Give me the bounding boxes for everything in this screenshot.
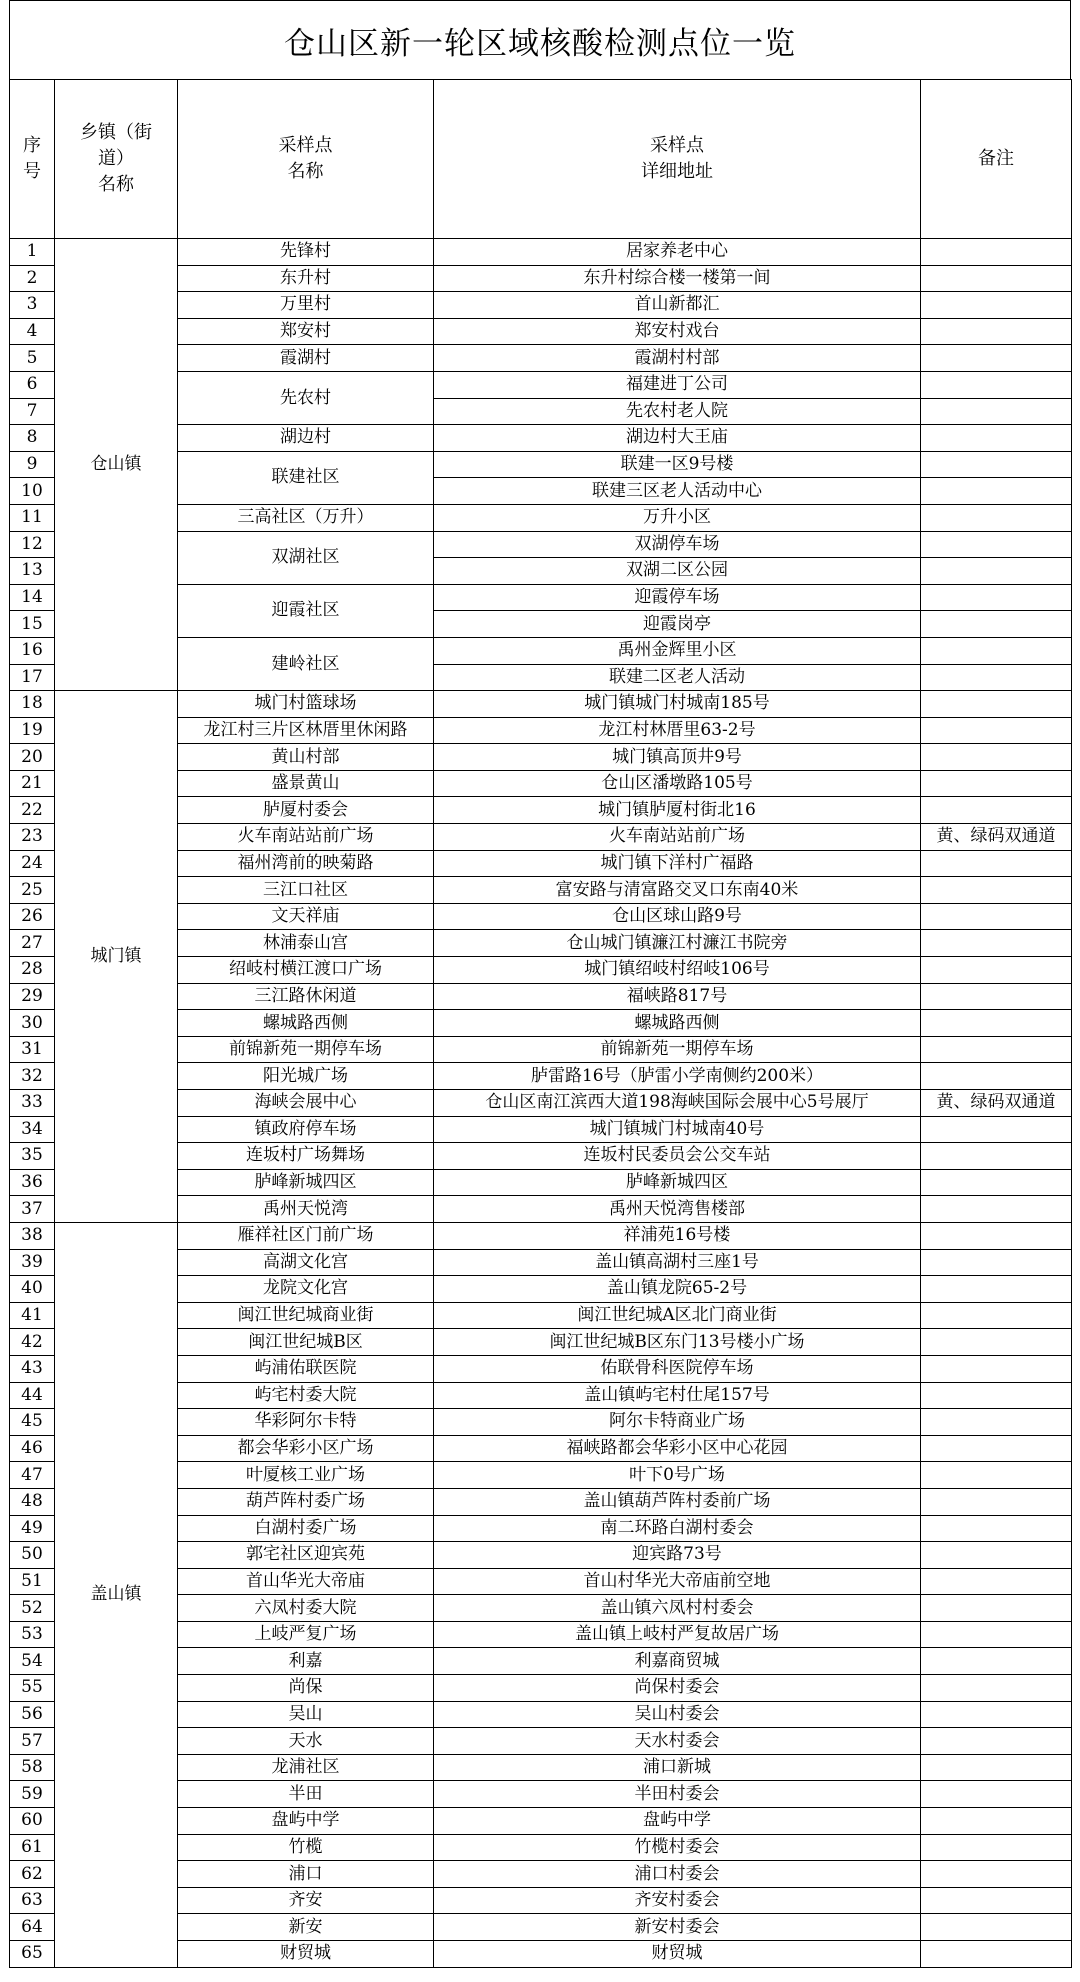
site-address: 迎霞岗亭 xyxy=(434,611,921,638)
remark xyxy=(921,1834,1072,1861)
site-name: 三江路休闲道 xyxy=(178,983,434,1010)
site-address: 齐安村委会 xyxy=(434,1887,921,1914)
site-name: 利嘉 xyxy=(178,1648,434,1675)
site-address: 盖山镇龙院65-2号 xyxy=(434,1276,921,1303)
remark xyxy=(921,265,1072,292)
remark xyxy=(921,1036,1072,1063)
row-number: 47 xyxy=(10,1462,55,1489)
remark xyxy=(921,1409,1072,1436)
site-name: 竹榄 xyxy=(178,1834,434,1861)
site-address: 城门镇下洋村广福路 xyxy=(434,850,921,877)
remark xyxy=(921,1196,1072,1223)
row-number: 8 xyxy=(10,425,55,452)
remark xyxy=(921,850,1072,877)
remark xyxy=(921,1728,1072,1755)
row-number: 54 xyxy=(10,1648,55,1675)
site-address: 盖山镇高湖村三座1号 xyxy=(434,1249,921,1276)
site-address: 城门镇城门村城南40号 xyxy=(434,1116,921,1143)
remark xyxy=(921,1063,1072,1090)
row-number: 39 xyxy=(10,1249,55,1276)
row-number: 60 xyxy=(10,1808,55,1835)
remark xyxy=(921,478,1072,505)
row-number: 23 xyxy=(10,824,55,851)
site-name: 万里村 xyxy=(178,292,434,319)
header-address: 采样点 详细地址 xyxy=(434,80,921,239)
remark xyxy=(921,1568,1072,1595)
row-number: 51 xyxy=(10,1568,55,1595)
row-number: 27 xyxy=(10,930,55,957)
remark xyxy=(921,877,1072,904)
row-number: 56 xyxy=(10,1701,55,1728)
site-address: 连坂村民委员会公交车站 xyxy=(434,1143,921,1170)
site-address: 霞湖村村部 xyxy=(434,345,921,372)
site-name: 林浦泰山宫 xyxy=(178,930,434,957)
site-address: 福峡路817号 xyxy=(434,983,921,1010)
site-address: 胪峰新城四区 xyxy=(434,1169,921,1196)
site-name: 新安 xyxy=(178,1914,434,1941)
site-address: 浦口新城 xyxy=(434,1754,921,1781)
site-address: 龙江村林厝里63-2号 xyxy=(434,717,921,744)
site-address: 居家养老中心 xyxy=(434,239,921,266)
site-address: 盖山镇葫芦阵村委前广场 xyxy=(434,1488,921,1515)
row-number: 6 xyxy=(10,371,55,398)
remark xyxy=(921,451,1072,478)
site-name: 先锋村 xyxy=(178,239,434,266)
remark xyxy=(921,1861,1072,1888)
site-name: 白湖村委广场 xyxy=(178,1515,434,1542)
remark xyxy=(921,957,1072,984)
remark xyxy=(921,1222,1072,1249)
row-number: 10 xyxy=(10,478,55,505)
site-address: 富安路与清富路交叉口东南40米 xyxy=(434,877,921,904)
site-name: 龙浦社区 xyxy=(178,1754,434,1781)
site-name: 首山华光大帝庙 xyxy=(178,1568,434,1595)
site-address: 仓山区南江滨西大道198海峡国际会展中心5号展厅 xyxy=(434,1090,921,1117)
remark xyxy=(921,1435,1072,1462)
row-number: 64 xyxy=(10,1914,55,1941)
row-number: 14 xyxy=(10,584,55,611)
remark: 黄、绿码双通道 xyxy=(921,824,1072,851)
remark: 黄、绿码双通道 xyxy=(921,1090,1072,1117)
remark xyxy=(921,1941,1072,1968)
site-address: 尚保村委会 xyxy=(434,1675,921,1702)
remark xyxy=(921,691,1072,718)
row-number: 55 xyxy=(10,1675,55,1702)
row-number: 11 xyxy=(10,504,55,531)
site-address: 闽江世纪城A区北门商业街 xyxy=(434,1302,921,1329)
remark xyxy=(921,1488,1072,1515)
remark xyxy=(921,1462,1072,1489)
row-number: 3 xyxy=(10,292,55,319)
site-address: 前锦新苑一期停车场 xyxy=(434,1036,921,1063)
site-name: 前锦新苑一期停车场 xyxy=(178,1036,434,1063)
remark xyxy=(921,1887,1072,1914)
site-address: 吴山村委会 xyxy=(434,1701,921,1728)
site-name: 浦口 xyxy=(178,1861,434,1888)
remark xyxy=(921,1116,1072,1143)
site-name: 天水 xyxy=(178,1728,434,1755)
site-name: 东升村 xyxy=(178,265,434,292)
site-address: 浦口村委会 xyxy=(434,1861,921,1888)
row-number: 65 xyxy=(10,1941,55,1968)
site-name: 闽江世纪城B区 xyxy=(178,1329,434,1356)
row-number: 53 xyxy=(10,1621,55,1648)
remark xyxy=(921,1914,1072,1941)
table-body xyxy=(10,239,1072,1968)
remark xyxy=(921,504,1072,531)
site-address: 利嘉商贸城 xyxy=(434,1648,921,1675)
site-address: 城门镇高顶井9号 xyxy=(434,744,921,771)
remark xyxy=(921,1249,1072,1276)
row-number: 58 xyxy=(10,1754,55,1781)
table-header-row xyxy=(10,80,1072,239)
site-name: 先农村 xyxy=(178,371,434,424)
remark xyxy=(921,1329,1072,1356)
remark xyxy=(921,1382,1072,1409)
row-number: 15 xyxy=(10,611,55,638)
site-name: 郭宅社区迎宾苑 xyxy=(178,1542,434,1569)
row-number: 29 xyxy=(10,983,55,1010)
row-number: 44 xyxy=(10,1382,55,1409)
table-row xyxy=(10,1222,1072,1249)
remark xyxy=(921,1542,1072,1569)
row-number: 42 xyxy=(10,1329,55,1356)
remark xyxy=(921,1169,1072,1196)
site-name: 胪厦村委会 xyxy=(178,797,434,824)
site-address: 双湖停车场 xyxy=(434,531,921,558)
row-number: 5 xyxy=(10,345,55,372)
remark xyxy=(921,770,1072,797)
site-name: 六凤村委大院 xyxy=(178,1595,434,1622)
site-address: 火车南站站前广场 xyxy=(434,824,921,851)
remark xyxy=(921,797,1072,824)
site-name: 文天祥庙 xyxy=(178,903,434,930)
remark xyxy=(921,1621,1072,1648)
site-address: 半田村委会 xyxy=(434,1781,921,1808)
site-address: 仓山区潘墩路105号 xyxy=(434,770,921,797)
site-name: 螺城路西侧 xyxy=(178,1010,434,1037)
site-address: 禹州天悦湾售楼部 xyxy=(434,1196,921,1223)
remark xyxy=(921,1648,1072,1675)
site-name: 华彩阿尔卡特 xyxy=(178,1409,434,1436)
remark xyxy=(921,318,1072,345)
row-number: 17 xyxy=(10,664,55,691)
remark xyxy=(921,292,1072,319)
row-number: 41 xyxy=(10,1302,55,1329)
site-address: 阿尔卡特商业广场 xyxy=(434,1409,921,1436)
site-address: 城门镇绍岐村绍岐106号 xyxy=(434,957,921,984)
site-address: 佑联骨科医院停车场 xyxy=(434,1355,921,1382)
remark xyxy=(921,398,1072,425)
row-number: 62 xyxy=(10,1861,55,1888)
site-name: 阳光城广场 xyxy=(178,1063,434,1090)
remark xyxy=(921,371,1072,398)
site-address: 联建一区9号楼 xyxy=(434,451,921,478)
row-number: 21 xyxy=(10,770,55,797)
row-number: 57 xyxy=(10,1728,55,1755)
testing-sites-table xyxy=(9,79,1072,1968)
remark xyxy=(921,1754,1072,1781)
row-number: 19 xyxy=(10,717,55,744)
remark xyxy=(921,558,1072,585)
row-number: 26 xyxy=(10,903,55,930)
row-number: 25 xyxy=(10,877,55,904)
row-number: 18 xyxy=(10,691,55,718)
row-number: 22 xyxy=(10,797,55,824)
site-address: 城门镇胪厦村街北16 xyxy=(434,797,921,824)
remark xyxy=(921,1515,1072,1542)
site-name: 禹州天悦湾 xyxy=(178,1196,434,1223)
row-number: 2 xyxy=(10,265,55,292)
remark xyxy=(921,239,1072,266)
remark xyxy=(921,744,1072,771)
site-name: 叶厦核工业广场 xyxy=(178,1462,434,1489)
row-number: 59 xyxy=(10,1781,55,1808)
remark xyxy=(921,1808,1072,1835)
site-address: 仓山城门镇濂江村濂江书院旁 xyxy=(434,930,921,957)
row-number: 1 xyxy=(10,239,55,266)
site-name: 屿浦佑联医院 xyxy=(178,1355,434,1382)
remark xyxy=(921,664,1072,691)
remark xyxy=(921,983,1072,1010)
site-name: 屿宅村委大院 xyxy=(178,1382,434,1409)
site-address: 郑安村戏台 xyxy=(434,318,921,345)
site-name: 绍岐村横江渡口广场 xyxy=(178,957,434,984)
remark xyxy=(921,531,1072,558)
site-address: 双湖二区公园 xyxy=(434,558,921,585)
remark xyxy=(921,1781,1072,1808)
site-name: 上岐严复广场 xyxy=(178,1621,434,1648)
remark xyxy=(921,717,1072,744)
row-number: 63 xyxy=(10,1887,55,1914)
site-address: 新安村委会 xyxy=(434,1914,921,1941)
site-name: 郑安村 xyxy=(178,318,434,345)
row-number: 32 xyxy=(10,1063,55,1090)
site-address: 祥浦苑16号楼 xyxy=(434,1222,921,1249)
remark xyxy=(921,425,1072,452)
row-number: 30 xyxy=(10,1010,55,1037)
row-number: 7 xyxy=(10,398,55,425)
site-address: 首山村华光大帝庙前空地 xyxy=(434,1568,921,1595)
site-address: 湖边村大王庙 xyxy=(434,425,921,452)
table-row xyxy=(10,239,1072,266)
site-name: 财贸城 xyxy=(178,1941,434,1968)
site-name: 吴山 xyxy=(178,1701,434,1728)
row-number: 52 xyxy=(10,1595,55,1622)
row-number: 46 xyxy=(10,1435,55,1462)
site-name: 三江口社区 xyxy=(178,877,434,904)
site-name: 建岭社区 xyxy=(178,637,434,690)
row-number: 43 xyxy=(10,1355,55,1382)
site-name: 胪峰新城四区 xyxy=(178,1169,434,1196)
site-address: 天水村委会 xyxy=(434,1728,921,1755)
remark xyxy=(921,637,1072,664)
row-number: 12 xyxy=(10,531,55,558)
remark xyxy=(921,1701,1072,1728)
remark xyxy=(921,1010,1072,1037)
remark xyxy=(921,1276,1072,1303)
remark xyxy=(921,345,1072,372)
row-number: 45 xyxy=(10,1409,55,1436)
site-address: 福建进丁公司 xyxy=(434,371,921,398)
header-no: 序 号 xyxy=(10,80,55,239)
site-name: 火车南站站前广场 xyxy=(178,824,434,851)
remark xyxy=(921,1675,1072,1702)
header-town: 乡镇（街 道） 名称 xyxy=(55,80,178,239)
site-address: 先农村老人院 xyxy=(434,398,921,425)
site-address: 东升村综合楼一楼第一间 xyxy=(434,265,921,292)
site-address: 联建二区老人活动 xyxy=(434,664,921,691)
site-address: 螺城路西侧 xyxy=(434,1010,921,1037)
site-address: 盘屿中学 xyxy=(434,1808,921,1835)
remark xyxy=(921,930,1072,957)
site-address: 迎宾路73号 xyxy=(434,1542,921,1569)
site-name: 湖边村 xyxy=(178,425,434,452)
row-number: 37 xyxy=(10,1196,55,1223)
row-number: 4 xyxy=(10,318,55,345)
site-name: 尚保 xyxy=(178,1675,434,1702)
row-number: 40 xyxy=(10,1276,55,1303)
site-name: 联建社区 xyxy=(178,451,434,504)
town-name: 城门镇 xyxy=(55,691,178,1223)
site-address: 城门镇城门村城南185号 xyxy=(434,691,921,718)
site-address: 迎霞停车场 xyxy=(434,584,921,611)
site-name: 连坂村广场舞场 xyxy=(178,1143,434,1170)
site-name: 闽江世纪城商业街 xyxy=(178,1302,434,1329)
remark xyxy=(921,1595,1072,1622)
site-name: 齐安 xyxy=(178,1887,434,1914)
site-address: 福峡路都会华彩小区中心花园 xyxy=(434,1435,921,1462)
site-address: 盖山镇上岐村严复故居广场 xyxy=(434,1621,921,1648)
site-address: 财贸城 xyxy=(434,1941,921,1968)
site-name: 镇政府停车场 xyxy=(178,1116,434,1143)
site-name: 黄山村部 xyxy=(178,744,434,771)
row-number: 36 xyxy=(10,1169,55,1196)
site-address: 闽江世纪城B区东门13号楼小广场 xyxy=(434,1329,921,1356)
site-address: 禹州金辉里小区 xyxy=(434,637,921,664)
remark xyxy=(921,611,1072,638)
site-address: 竹榄村委会 xyxy=(434,1834,921,1861)
row-number: 38 xyxy=(10,1222,55,1249)
header-site: 采样点 名称 xyxy=(178,80,434,239)
row-number: 35 xyxy=(10,1143,55,1170)
row-number: 13 xyxy=(10,558,55,585)
site-name: 高湖文化宫 xyxy=(178,1249,434,1276)
site-name: 葫芦阵村委广场 xyxy=(178,1488,434,1515)
row-number: 50 xyxy=(10,1542,55,1569)
row-number: 9 xyxy=(10,451,55,478)
row-number: 16 xyxy=(10,637,55,664)
site-name: 都会华彩小区广场 xyxy=(178,1435,434,1462)
site-address: 南二环路白湖村委会 xyxy=(434,1515,921,1542)
row-number: 28 xyxy=(10,957,55,984)
site-address: 联建三区老人活动中心 xyxy=(434,478,921,505)
town-name: 盖山镇 xyxy=(55,1222,178,1967)
site-name: 海峡会展中心 xyxy=(178,1090,434,1117)
site-name: 盛景黄山 xyxy=(178,770,434,797)
row-number: 61 xyxy=(10,1834,55,1861)
remark xyxy=(921,1302,1072,1329)
site-name: 迎霞社区 xyxy=(178,584,434,637)
site-address: 万升小区 xyxy=(434,504,921,531)
site-address: 仓山区球山路9号 xyxy=(434,903,921,930)
row-number: 20 xyxy=(10,744,55,771)
row-number: 49 xyxy=(10,1515,55,1542)
site-name: 龙院文化宫 xyxy=(178,1276,434,1303)
row-number: 34 xyxy=(10,1116,55,1143)
site-address: 盖山镇六凤村村委会 xyxy=(434,1595,921,1622)
site-name: 福州湾前的映菊路 xyxy=(178,850,434,877)
site-name: 霞湖村 xyxy=(178,345,434,372)
site-name: 雁祥社区门前广场 xyxy=(178,1222,434,1249)
site-address: 盖山镇屿宅村仕尾157号 xyxy=(434,1382,921,1409)
page-title: 仓山区新一轮区域核酸检测点位一览 xyxy=(9,0,1071,80)
site-name: 龙江村三片区林厝里休闲路 xyxy=(178,717,434,744)
row-number: 24 xyxy=(10,850,55,877)
remark xyxy=(921,1143,1072,1170)
site-name: 双湖社区 xyxy=(178,531,434,584)
table-row xyxy=(10,691,1072,718)
site-address: 首山新都汇 xyxy=(434,292,921,319)
remark xyxy=(921,903,1072,930)
row-number: 48 xyxy=(10,1488,55,1515)
header-remark: 备注 xyxy=(921,80,1072,239)
remark xyxy=(921,1355,1072,1382)
row-number: 31 xyxy=(10,1036,55,1063)
town-name: 仓山镇 xyxy=(55,239,178,691)
site-address: 叶下0号广场 xyxy=(434,1462,921,1489)
site-name: 城门村篮球场 xyxy=(178,691,434,718)
remark xyxy=(921,584,1072,611)
site-name: 三高社区（万升） xyxy=(178,504,434,531)
row-number: 33 xyxy=(10,1090,55,1117)
site-name: 半田 xyxy=(178,1781,434,1808)
site-name: 盘屿中学 xyxy=(178,1808,434,1835)
site-address: 胪雷路16号（胪雷小学南侧约200米） xyxy=(434,1063,921,1090)
